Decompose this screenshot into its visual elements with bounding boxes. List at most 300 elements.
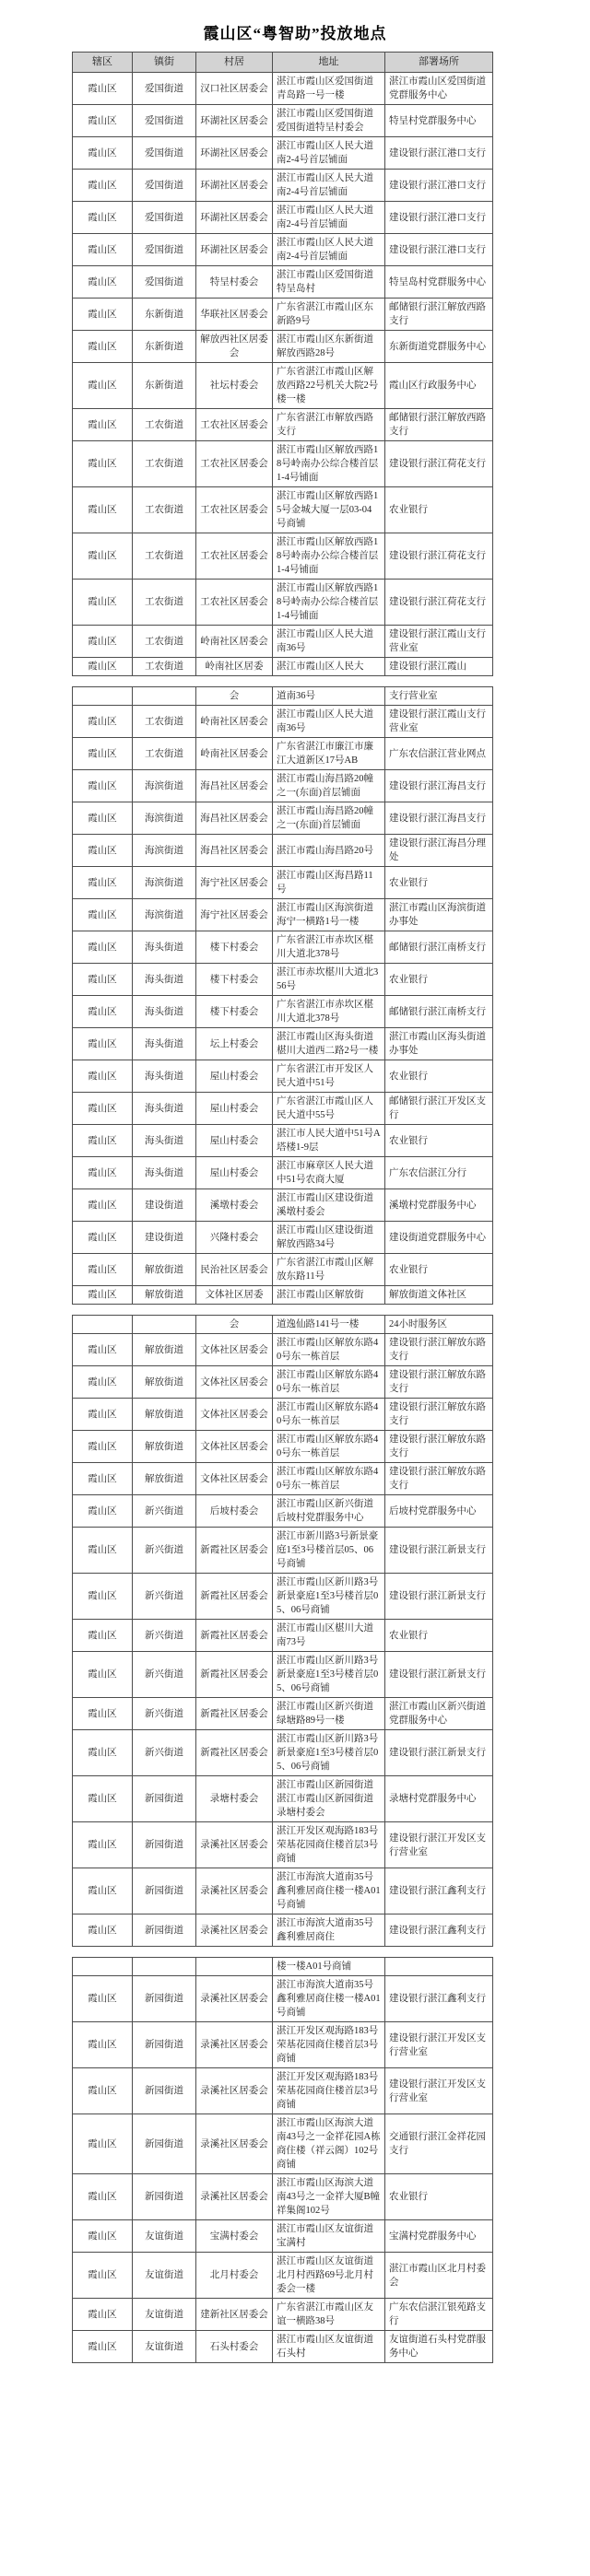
cell-venue: 建设银行湛江海昌支行	[385, 802, 493, 835]
cell-district: 霞山区	[73, 658, 133, 676]
cell-venue: 建设银行湛江荷花支行	[385, 533, 493, 580]
table-row	[73, 2022, 493, 2068]
cell-district: 霞山区	[73, 626, 133, 658]
cell-district: 霞山区	[73, 1254, 133, 1286]
table-row	[73, 1620, 493, 1652]
table-row	[73, 687, 493, 706]
table-row	[73, 1528, 493, 1574]
cell-street: 爱国街道	[133, 202, 196, 234]
table-row	[73, 802, 493, 835]
cell-district: 霞山区	[73, 1868, 133, 1914]
table-row	[73, 867, 493, 899]
cell-venue: 友谊街道石头村党群服务中心	[385, 2331, 493, 2363]
cell-village: 录溪社区居委会	[196, 1868, 273, 1914]
cell-street: 海滨街道	[133, 867, 196, 899]
cell-district: 霞山区	[73, 2114, 133, 2174]
cell-district	[73, 687, 133, 706]
cell-district: 霞山区	[73, 1222, 133, 1254]
cell-district: 霞山区	[73, 1776, 133, 1822]
cell-address: 湛江市霞山区爱国街道特呈岛村	[273, 266, 385, 299]
cell-village: 石头村委会	[196, 2331, 273, 2363]
cell-street: 爱国街道	[133, 137, 196, 170]
table-row	[73, 931, 493, 964]
cell-village: 汉口社区居委会	[196, 73, 273, 105]
cell-street: 友谊街道	[133, 2299, 196, 2331]
cell-venue: 解放街道文体社区	[385, 1286, 493, 1305]
table-row	[73, 331, 493, 363]
table-row	[73, 964, 493, 996]
column-header-address: 地址	[273, 53, 385, 73]
table-row	[73, 2331, 493, 2363]
table-row	[73, 441, 493, 487]
cell-village: 环湖社区居委会	[196, 137, 273, 170]
cell-village: 海昌社区居委会	[196, 835, 273, 867]
cell-address: 湛江市霞山区人民大道南2-4号首层铺面	[273, 234, 385, 266]
cell-venue: 后坡村党群服务中心	[385, 1495, 493, 1528]
cell-street: 爱国街道	[133, 170, 196, 202]
table-row	[73, 1495, 493, 1528]
table-row	[73, 1254, 493, 1286]
cell-venue: 湛江市霞山区新兴街道党群服务中心	[385, 1698, 493, 1730]
cell-village: 屋山村委会	[196, 1060, 273, 1093]
cell-venue: 邮储银行湛江解放西路支行	[385, 409, 493, 441]
table-row	[73, 73, 493, 105]
cell-street: 新兴街道	[133, 1495, 196, 1528]
cell-street: 解放街道	[133, 1463, 196, 1495]
table-row	[73, 835, 493, 867]
table-row	[73, 738, 493, 770]
cell-address: 广东省湛江市赤坎区椹川大道北378号	[273, 996, 385, 1028]
cell-street: 解放街道	[133, 1366, 196, 1399]
cell-street: 工农街道	[133, 409, 196, 441]
cell-village: 新霞社区居委会	[196, 1620, 273, 1652]
cell-street: 工农街道	[133, 626, 196, 658]
cell-village: 文体社区居委会	[196, 1463, 273, 1495]
table-row	[73, 1698, 493, 1730]
table-row	[73, 580, 493, 626]
cell-village: 新霞社区居委会	[196, 1652, 273, 1698]
cell-district: 霞山区	[73, 2068, 133, 2114]
cell-street: 友谊街道	[133, 2331, 196, 2363]
cell-venue: 建设银行湛江开发区支行营业室	[385, 1822, 493, 1868]
cell-street: 海头街道	[133, 1093, 196, 1125]
cell-address: 湛江市霞山区解放东路40号东一栋首层	[273, 1399, 385, 1431]
cell-village: 工农社区居委会	[196, 487, 273, 533]
cell-venue: 农业银行	[385, 867, 493, 899]
table-row	[73, 2220, 493, 2253]
table-row	[73, 1028, 493, 1060]
cell-address: 湛江市霞山区海滨街道海宁一横路1号一楼	[273, 899, 385, 931]
cell-village: 海昌社区居委会	[196, 802, 273, 835]
cell-district: 霞山区	[73, 1334, 133, 1366]
cell-district: 霞山区	[73, 409, 133, 441]
cell-district: 霞山区	[73, 738, 133, 770]
cell-venue: 特呈村党群服务中心	[385, 105, 493, 137]
table-row	[73, 1652, 493, 1698]
cell-district: 霞山区	[73, 931, 133, 964]
cell-address: 广东省湛江市霞山区解放西路22号机关大院2号楼一楼	[273, 363, 385, 409]
cell-venue: 建设银行湛江港口支行	[385, 170, 493, 202]
cell-village: 华联社区居委会	[196, 299, 273, 331]
cell-venue: 农业银行	[385, 1125, 493, 1157]
cell-district: 霞山区	[73, 170, 133, 202]
cell-address: 广东省湛江市赤坎区椹川大道北378号	[273, 931, 385, 964]
cell-district: 霞山区	[73, 1286, 133, 1305]
cell-street: 新园街道	[133, 2114, 196, 2174]
cell-village: 建新社区居委会	[196, 2299, 273, 2331]
cell-village: 屋山村委会	[196, 1093, 273, 1125]
cell-district: 霞山区	[73, 1976, 133, 2022]
cell-district: 霞山区	[73, 1060, 133, 1093]
cell-street: 爱国街道	[133, 266, 196, 299]
cell-village: 录溪社区居委会	[196, 1914, 273, 1947]
table-row	[73, 1822, 493, 1868]
cell-venue: 建设银行湛江霞山支行营业室	[385, 706, 493, 738]
cell-address: 湛江市赤坎椹川大道北356号	[273, 964, 385, 996]
cell-district: 霞山区	[73, 299, 133, 331]
cell-street: 海头街道	[133, 1060, 196, 1093]
cell-street: 新园街道	[133, 1914, 196, 1947]
cell-village: 北月村委会	[196, 2253, 273, 2299]
cell-district: 霞山区	[73, 363, 133, 409]
cell-street: 新兴街道	[133, 1730, 196, 1776]
cell-village: 环湖社区居委会	[196, 105, 273, 137]
cell-village: 会	[196, 687, 273, 706]
cell-village: 新霞社区居委会	[196, 1528, 273, 1574]
cell-venue: 建设银行湛江海昌支行	[385, 770, 493, 802]
cell-street: 新园街道	[133, 2174, 196, 2220]
cell-venue: 邮储银行湛江南桥支行	[385, 931, 493, 964]
cell-village: 楼下村委会	[196, 996, 273, 1028]
cell-village: 海昌社区居委会	[196, 770, 273, 802]
table-row	[73, 2299, 493, 2331]
cell-address: 广东省湛江市霞山区东新路9号	[273, 299, 385, 331]
cell-street: 友谊街道	[133, 2253, 196, 2299]
cell-street: 海滨街道	[133, 802, 196, 835]
table-row	[73, 770, 493, 802]
cell-village: 屋山村委会	[196, 1157, 273, 1189]
cell-venue: 广东农信湛江银苑路支行	[385, 2299, 493, 2331]
cell-village: 录溪社区居委会	[196, 1976, 273, 2022]
table-row	[73, 1868, 493, 1914]
table-row	[73, 2068, 493, 2114]
cell-district: 霞山区	[73, 1574, 133, 1620]
cell-street: 海头街道	[133, 1157, 196, 1189]
cell-venue: 溪墩村党群服务中心	[385, 1189, 493, 1222]
cell-address: 湛江市霞山区解放东路40号东一栋首层	[273, 1431, 385, 1463]
cell-village: 工农社区居委会	[196, 580, 273, 626]
cell-address: 道逸仙路141号一楼	[273, 1316, 385, 1334]
table-segment-3	[72, 1315, 493, 1947]
cell-village: 文体社区居委	[196, 1286, 273, 1305]
table-row	[73, 899, 493, 931]
cell-venue: 建设银行湛江鑫利支行	[385, 1976, 493, 2022]
cell-street: 东新街道	[133, 331, 196, 363]
cell-address: 湛江市霞山区友谊街道北月村西路69号北月村委会一楼	[273, 2253, 385, 2299]
cell-address: 湛江市海滨大道南35号鑫利雅居商住楼一楼A01号商铺	[273, 1868, 385, 1914]
cell-address: 湛江市霞山区新兴街道绿塘路89号一楼	[273, 1698, 385, 1730]
table-row	[73, 299, 493, 331]
table-row	[73, 1431, 493, 1463]
table-row	[73, 658, 493, 676]
cell-district: 霞山区	[73, 1366, 133, 1399]
cell-village: 录塘村委会	[196, 1776, 273, 1822]
table-row	[73, 137, 493, 170]
cell-district: 霞山区	[73, 835, 133, 867]
cell-street: 工农街道	[133, 738, 196, 770]
cell-address: 湛江市霞山区海滨大道南43号之一金祥花园A栋商住楼（祥云阁）102号商铺	[273, 2114, 385, 2174]
cell-district: 霞山区	[73, 1189, 133, 1222]
cell-street	[133, 687, 196, 706]
cell-venue: 建设街道党群服务中心	[385, 1222, 493, 1254]
cell-address: 湛江市霞山区解放街	[273, 1286, 385, 1305]
cell-street: 海滨街道	[133, 770, 196, 802]
cell-district: 霞山区	[73, 2174, 133, 2220]
cell-venue: 24小时服务区	[385, 1316, 493, 1334]
table-row	[73, 1730, 493, 1776]
cell-address: 湛江市霞山区解放西路15号金城大厦一层03-04号商铺	[273, 487, 385, 533]
cell-district: 霞山区	[73, 1431, 133, 1463]
cell-district: 霞山区	[73, 1125, 133, 1157]
cell-venue: 农业银行	[385, 2174, 493, 2220]
cell-district: 霞山区	[73, 802, 133, 835]
cell-venue: 邮储银行湛江解放西路支行	[385, 299, 493, 331]
cell-village: 工农社区居委会	[196, 533, 273, 580]
table-row	[73, 1060, 493, 1093]
cell-address: 湛江市霞山区解放西路18号岭南办公综合楼首层1-4号铺面	[273, 580, 385, 626]
cell-district: 霞山区	[73, 2331, 133, 2363]
cell-village: 环湖社区居委会	[196, 234, 273, 266]
cell-district: 霞山区	[73, 899, 133, 931]
cell-village: 新霞社区居委会	[196, 1574, 273, 1620]
cell-address: 湛江市霞山区海滨大道南43号之一金祥大厦B幢祥集阁102号	[273, 2174, 385, 2220]
table-row	[73, 626, 493, 658]
cell-district: 霞山区	[73, 441, 133, 487]
cell-address: 湛江市霞山区人民大道南2-4号首层铺面	[273, 170, 385, 202]
cell-district: 霞山区	[73, 202, 133, 234]
cell-street: 爱国街道	[133, 73, 196, 105]
table-segment-4	[72, 1957, 493, 2363]
cell-village: 屋山村委会	[196, 1125, 273, 1157]
cell-street: 海头街道	[133, 964, 196, 996]
cell-venue: 东新街道党群服务中心	[385, 331, 493, 363]
cell-district: 霞山区	[73, 964, 133, 996]
table-row	[73, 706, 493, 738]
cell-street: 海滨街道	[133, 835, 196, 867]
cell-address: 湛江开发区观海路183号荣基花园商住楼首层3号商铺	[273, 1822, 385, 1868]
cell-street: 新兴街道	[133, 1652, 196, 1698]
table-row	[73, 1222, 493, 1254]
cell-village: 海宁社区居委会	[196, 899, 273, 931]
table-row	[73, 533, 493, 580]
cell-venue: 宝满村党群服务中心	[385, 2220, 493, 2253]
cell-venue: 建设银行湛江荷花支行	[385, 441, 493, 487]
table-row	[73, 1366, 493, 1399]
cell-street: 工农街道	[133, 580, 196, 626]
cell-venue	[385, 1958, 493, 1976]
table-row	[73, 1334, 493, 1366]
table-row	[73, 1463, 493, 1495]
cell-venue: 农业银行	[385, 1620, 493, 1652]
cell-address: 湛江市霞山区人民大道南2-4号首层铺面	[273, 202, 385, 234]
placement-table	[72, 52, 492, 2363]
cell-venue: 建设银行湛江港口支行	[385, 234, 493, 266]
cell-street: 海头街道	[133, 1125, 196, 1157]
cell-venue: 农业银行	[385, 487, 493, 533]
cell-village: 岭南社区居委会	[196, 738, 273, 770]
cell-venue: 农业银行	[385, 1254, 493, 1286]
cell-address: 湛江市霞山区海头街道椹川大道西二路2号一楼	[273, 1028, 385, 1060]
cell-village: 录溪社区居委会	[196, 2114, 273, 2174]
cell-address: 湛江市霞山区新川路3号新景豪庭1至3号楼首层05、06号商铺	[273, 1652, 385, 1698]
cell-venue: 建设银行湛江霞山	[385, 658, 493, 676]
cell-village: 海宁社区居委会	[196, 867, 273, 899]
cell-village: 新霞社区居委会	[196, 1698, 273, 1730]
cell-district: 霞山区	[73, 137, 133, 170]
cell-address: 湛江市霞山区东新街道解放西路28号	[273, 331, 385, 363]
cell-village: 文体社区居委会	[196, 1431, 273, 1463]
cell-district: 霞山区	[73, 867, 133, 899]
cell-district: 霞山区	[73, 1620, 133, 1652]
cell-village: 新霞社区居委会	[196, 1730, 273, 1776]
cell-venue: 建设银行湛江解放东路支行	[385, 1431, 493, 1463]
cell-street: 新兴街道	[133, 1620, 196, 1652]
cell-address: 湛江市霞山区新川路3号新景豪庭1至3号楼首层05、06号商铺	[273, 1730, 385, 1776]
cell-address: 湛江市海滨大道南35号鑫利雅居商住楼一楼A01号商铺	[273, 1976, 385, 2022]
column-header-district: 辖区	[73, 53, 133, 73]
cell-venue: 建设银行湛江荷花支行	[385, 580, 493, 626]
cell-address: 湛江市霞山区爱国街道青岛路一号一楼	[273, 73, 385, 105]
cell-village: 岭南社区居委	[196, 658, 273, 676]
cell-address: 湛江市霞山区友谊街道石头村	[273, 2331, 385, 2363]
cell-venue: 建设银行湛江新景支行	[385, 1574, 493, 1620]
cell-district: 霞山区	[73, 105, 133, 137]
cell-village	[196, 1958, 273, 1976]
table-row	[73, 1189, 493, 1222]
cell-address: 湛江市霞山海昌路20幢之一(东面)首层铺面	[273, 770, 385, 802]
cell-venue: 建设银行湛江港口支行	[385, 202, 493, 234]
table-row	[73, 1776, 493, 1822]
table-row	[73, 105, 493, 137]
cell-venue: 建设银行湛江港口支行	[385, 137, 493, 170]
cell-venue: 广东农信湛江营业网点	[385, 738, 493, 770]
cell-address: 湛江市霞山区爱国街道爱国街道特呈村委会	[273, 105, 385, 137]
cell-address: 湛江开发区观海路183号荣基花园商住楼首层3号商铺	[273, 2068, 385, 2114]
cell-address: 湛江市霞山海昌路20号	[273, 835, 385, 867]
cell-address: 湛江市霞山区椹川大道南73号	[273, 1620, 385, 1652]
cell-street: 海头街道	[133, 931, 196, 964]
cell-address: 广东省湛江市霞山区解放东路11号	[273, 1254, 385, 1286]
cell-district: 霞山区	[73, 1698, 133, 1730]
cell-street: 东新街道	[133, 363, 196, 409]
table-row	[73, 170, 493, 202]
cell-street: 海头街道	[133, 1028, 196, 1060]
table-row	[73, 234, 493, 266]
table-row	[73, 1574, 493, 1620]
cell-address: 广东省湛江市解放西路支行	[273, 409, 385, 441]
cell-district: 霞山区	[73, 1157, 133, 1189]
cell-address: 道南36号	[273, 687, 385, 706]
cell-address: 湛江市霞山区海昌路11号	[273, 867, 385, 899]
cell-venue: 建设银行湛江新景支行	[385, 1730, 493, 1776]
cell-district: 霞山区	[73, 580, 133, 626]
cell-venue: 建设银行湛江解放东路支行	[385, 1334, 493, 1366]
cell-district: 霞山区	[73, 331, 133, 363]
cell-address: 广东省湛江市霞山区人民大道中55号	[273, 1093, 385, 1125]
cell-village: 兴隆村委会	[196, 1222, 273, 1254]
cell-venue: 农业银行	[385, 964, 493, 996]
table-row	[73, 266, 493, 299]
cell-street: 新园街道	[133, 2022, 196, 2068]
table-row	[73, 2114, 493, 2174]
page-title: 霞山区“粤智助”投放地点	[203, 25, 387, 42]
cell-street	[133, 1958, 196, 1976]
cell-district: 霞山区	[73, 1399, 133, 1431]
cell-district: 霞山区	[73, 487, 133, 533]
table-row	[73, 2174, 493, 2220]
table-row	[73, 2253, 493, 2299]
cell-address: 湛江市霞山区人民大道南36号	[273, 706, 385, 738]
cell-street: 工农街道	[133, 533, 196, 580]
cell-venue: 建设银行湛江解放东路支行	[385, 1463, 493, 1495]
cell-address: 湛江市霞山区解放西路18号岭南办公综合楼首层1-4号铺面	[273, 441, 385, 487]
cell-venue: 建设银行湛江鑫利支行	[385, 1914, 493, 1947]
table-row	[73, 1976, 493, 2022]
cell-district: 霞山区	[73, 1028, 133, 1060]
cell-venue: 建设银行湛江鑫利支行	[385, 1868, 493, 1914]
cell-village: 录溪社区居委会	[196, 2068, 273, 2114]
table-segment-2	[72, 686, 493, 1305]
cell-venue: 支行营业室	[385, 687, 493, 706]
table-segment-1	[72, 52, 493, 676]
table-row	[73, 409, 493, 441]
cell-address: 湛江市霞山区人民大	[273, 658, 385, 676]
cell-village: 环湖社区居委会	[196, 170, 273, 202]
cell-street: 爱国街道	[133, 105, 196, 137]
cell-village: 文体社区居委会	[196, 1334, 273, 1366]
cell-district: 霞山区	[73, 2022, 133, 2068]
table-row	[73, 1157, 493, 1189]
cell-address: 湛江市人民大道中51号A塔楼1-9层	[273, 1125, 385, 1157]
cell-address: 湛江开发区观海路183号荣基花园商住楼首层3号商铺	[273, 2022, 385, 2068]
cell-street: 新园街道	[133, 1822, 196, 1868]
cell-district: 霞山区	[73, 1495, 133, 1528]
column-header-village: 村居	[196, 53, 273, 73]
cell-address: 广东省湛江市霞山区友谊一横路38号	[273, 2299, 385, 2331]
cell-venue: 建设银行湛江新景支行	[385, 1652, 493, 1698]
cell-venue: 录塘村党群服务中心	[385, 1776, 493, 1822]
table-row	[73, 996, 493, 1028]
cell-venue: 建设银行湛江解放东路支行	[385, 1366, 493, 1399]
cell-village: 解放西社区居委会	[196, 331, 273, 363]
cell-district: 霞山区	[73, 1822, 133, 1868]
cell-village: 坛上村委会	[196, 1028, 273, 1060]
cell-venue: 霞山区行政服务中心	[385, 363, 493, 409]
cell-venue: 湛江市霞山区北月村委会	[385, 2253, 493, 2299]
cell-street: 建设街道	[133, 1189, 196, 1222]
cell-district: 霞山区	[73, 2220, 133, 2253]
cell-street: 新兴街道	[133, 1528, 196, 1574]
cell-village: 工农社区居委会	[196, 409, 273, 441]
cell-venue: 建设银行湛江海昌分理处	[385, 835, 493, 867]
table-row	[73, 1093, 493, 1125]
cell-district	[73, 1958, 133, 1976]
cell-venue: 邮储银行湛江南桥支行	[385, 996, 493, 1028]
cell-address: 湛江市霞山区解放东路40号东一栋首层	[273, 1334, 385, 1366]
cell-street: 解放街道	[133, 1334, 196, 1366]
cell-venue: 建设银行湛江霞山支行营业室	[385, 626, 493, 658]
cell-street: 新兴街道	[133, 1574, 196, 1620]
